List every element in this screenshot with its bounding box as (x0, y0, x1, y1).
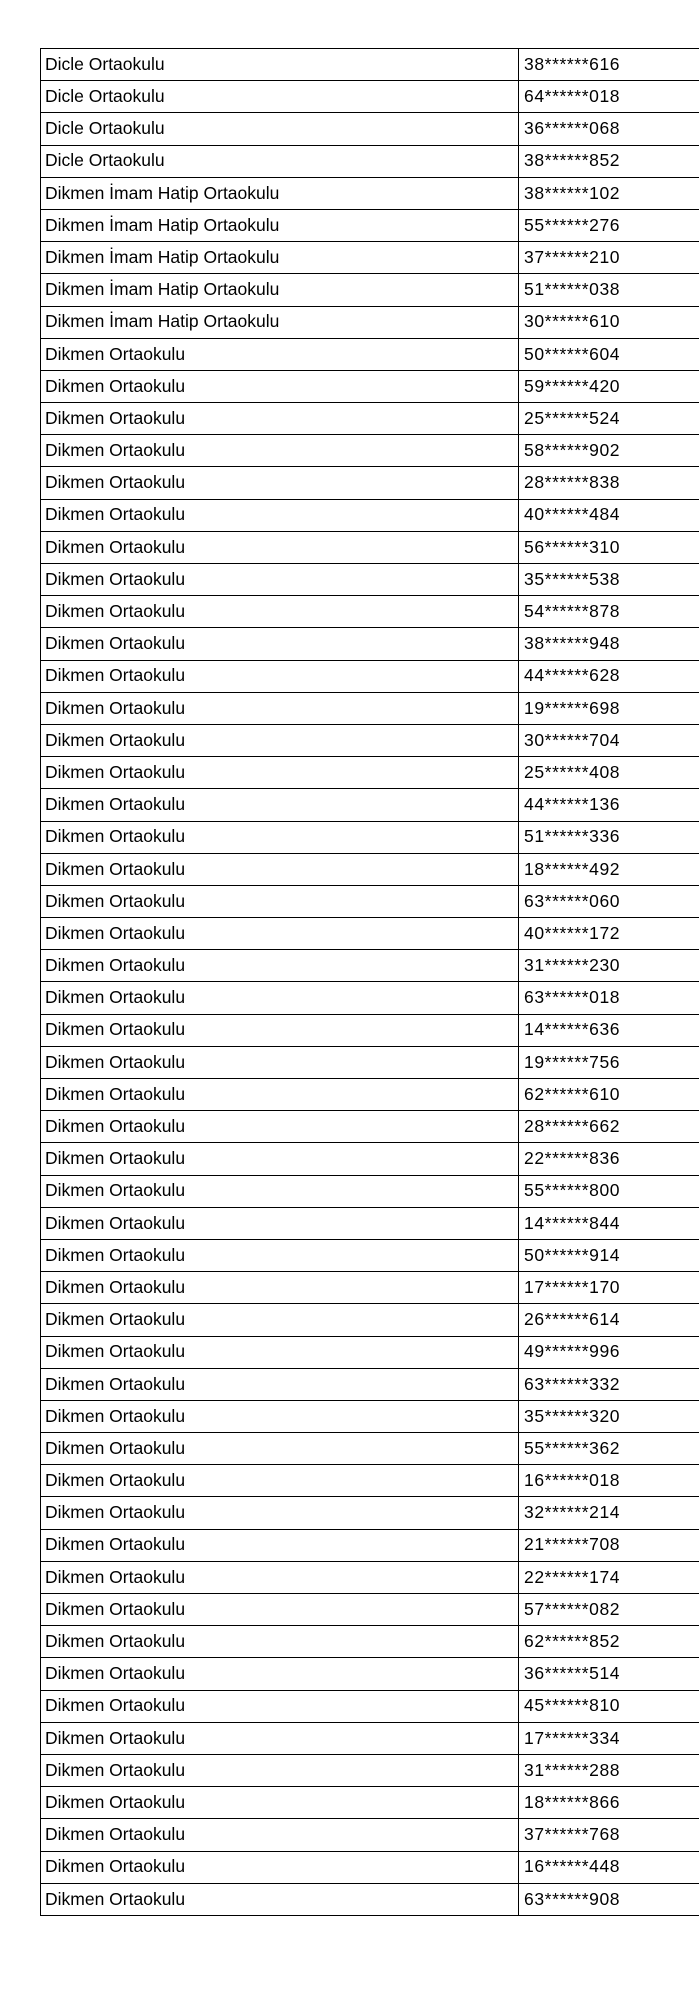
table-row (41, 821, 699, 853)
masked-id-cell: 14******636 (519, 1014, 699, 1046)
masked-id-cell: 45******810 (519, 1690, 699, 1722)
table-row (41, 1594, 699, 1626)
school-name-cell: Dikmen Ortaokulu (41, 757, 519, 789)
masked-id-cell: 17******334 (519, 1722, 699, 1754)
masked-id-cell: 63******060 (519, 885, 699, 917)
table-row (41, 1690, 699, 1722)
masked-id-cell: 22******836 (519, 1143, 699, 1175)
school-name-cell: Dikmen Ortaokulu (41, 499, 519, 531)
masked-id-cell: 36******514 (519, 1658, 699, 1690)
masked-id-cell: 40******484 (519, 499, 699, 531)
school-name-cell: Dikmen Ortaokulu (41, 1079, 519, 1111)
table-row (41, 1658, 699, 1690)
school-name-cell: Dikmen Ortaokulu (41, 1014, 519, 1046)
table-row (41, 1722, 699, 1754)
school-name-cell: Dikmen Ortaokulu (41, 1883, 519, 1915)
table-row (41, 338, 699, 370)
table-row (41, 1207, 699, 1239)
school-name-cell: Dikmen Ortaokulu (41, 435, 519, 467)
masked-id-cell: 62******852 (519, 1626, 699, 1658)
masked-id-cell: 50******604 (519, 338, 699, 370)
table-row (41, 950, 699, 982)
table-row (41, 1336, 699, 1368)
table-row (41, 1433, 699, 1465)
table-row (41, 1111, 699, 1143)
masked-id-cell: 31******288 (519, 1754, 699, 1786)
masked-id-cell: 38******102 (519, 177, 699, 209)
school-name-cell: Dikmen Ortaokulu (41, 1626, 519, 1658)
school-name-cell: Dikmen Ortaokulu (41, 1239, 519, 1271)
masked-id-cell: 19******756 (519, 1046, 699, 1078)
table-row (41, 403, 699, 435)
table-row (41, 628, 699, 660)
table-row (41, 982, 699, 1014)
table-row (41, 789, 699, 821)
school-name-cell: Dikmen İmam Hatip Ortaokulu (41, 209, 519, 241)
school-name-cell: Dikmen Ortaokulu (41, 821, 519, 853)
masked-id-cell: 63******018 (519, 982, 699, 1014)
school-name-cell: Dikmen Ortaokulu (41, 1046, 519, 1078)
school-name-cell: Dikmen Ortaokulu (41, 950, 519, 982)
table-row (41, 145, 699, 177)
masked-id-cell: 51******336 (519, 821, 699, 853)
school-name-cell: Dikmen Ortaokulu (41, 1143, 519, 1175)
masked-id-cell: 63******908 (519, 1883, 699, 1915)
school-name-cell: Dikmen Ortaokulu (41, 885, 519, 917)
school-name-cell: Dikmen Ortaokulu (41, 338, 519, 370)
table-row (41, 467, 699, 499)
school-name-cell: Dikmen Ortaokulu (41, 789, 519, 821)
table-row (41, 1014, 699, 1046)
school-name-cell: Dikmen Ortaokulu (41, 403, 519, 435)
table-row (41, 1561, 699, 1593)
table-row (41, 853, 699, 885)
table-row (41, 1465, 699, 1497)
table-row (41, 1787, 699, 1819)
masked-id-cell: 30******704 (519, 724, 699, 756)
table-row (41, 531, 699, 563)
school-name-cell: Dikmen Ortaokulu (41, 1754, 519, 1786)
masked-id-cell: 25******524 (519, 403, 699, 435)
school-name-cell: Dikmen Ortaokulu (41, 724, 519, 756)
table-row (41, 596, 699, 628)
school-name-cell: Dikmen Ortaokulu (41, 467, 519, 499)
school-name-cell: Dikmen Ortaokulu (41, 1111, 519, 1143)
school-name-cell: Dikmen Ortaokulu (41, 1529, 519, 1561)
table-row (41, 1819, 699, 1851)
school-name-cell: Dikmen Ortaokulu (41, 531, 519, 563)
masked-id-cell: 32******214 (519, 1497, 699, 1529)
masked-id-cell: 62******610 (519, 1079, 699, 1111)
table-row (41, 1883, 699, 1915)
school-name-cell: Dikmen Ortaokulu (41, 692, 519, 724)
masked-id-cell: 21******708 (519, 1529, 699, 1561)
masked-id-cell: 56******310 (519, 531, 699, 563)
masked-id-cell: 64******018 (519, 81, 699, 113)
masked-id-cell: 50******914 (519, 1239, 699, 1271)
table-row (41, 1175, 699, 1207)
school-name-cell: Dikmen Ortaokulu (41, 1787, 519, 1819)
masked-id-cell: 22******174 (519, 1561, 699, 1593)
school-name-cell: Dicle Ortaokulu (41, 145, 519, 177)
school-name-cell: Dikmen Ortaokulu (41, 370, 519, 402)
masked-id-cell: 38******948 (519, 628, 699, 660)
table-row (41, 1754, 699, 1786)
school-name-cell: Dikmen Ortaokulu (41, 660, 519, 692)
masked-id-cell: 17******170 (519, 1272, 699, 1304)
masked-id-cell: 57******082 (519, 1594, 699, 1626)
table-row (41, 113, 699, 145)
table-row (41, 885, 699, 917)
masked-id-cell: 19******698 (519, 692, 699, 724)
masked-id-cell: 40******172 (519, 918, 699, 950)
masked-id-cell: 54******878 (519, 596, 699, 628)
masked-id-cell: 55******362 (519, 1433, 699, 1465)
masked-id-cell: 38******616 (519, 49, 699, 81)
masked-id-cell: 31******230 (519, 950, 699, 982)
school-name-cell: Dikmen Ortaokulu (41, 1722, 519, 1754)
table-row (41, 499, 699, 531)
school-name-cell: Dicle Ortaokulu (41, 81, 519, 113)
school-name-cell: Dikmen Ortaokulu (41, 1465, 519, 1497)
school-name-cell: Dikmen Ortaokulu (41, 564, 519, 596)
table-row (41, 1529, 699, 1561)
school-name-cell: Dikmen Ortaokulu (41, 1497, 519, 1529)
school-name-cell: Dikmen Ortaokulu (41, 982, 519, 1014)
masked-id-cell: 49******996 (519, 1336, 699, 1368)
table-row (41, 564, 699, 596)
school-name-cell: Dikmen Ortaokulu (41, 596, 519, 628)
table-row (41, 918, 699, 950)
student-table (40, 48, 699, 1916)
student-table-body (41, 49, 699, 1916)
table-row (41, 81, 699, 113)
masked-id-cell: 37******210 (519, 242, 699, 274)
table-row (41, 1400, 699, 1432)
masked-id-cell: 35******320 (519, 1400, 699, 1432)
school-name-cell: Dikmen Ortaokulu (41, 1336, 519, 1368)
school-name-cell: Dikmen Ortaokulu (41, 1175, 519, 1207)
masked-id-cell: 28******838 (519, 467, 699, 499)
masked-id-cell: 25******408 (519, 757, 699, 789)
school-name-cell: Dikmen Ortaokulu (41, 1368, 519, 1400)
school-name-cell: Dikmen İmam Hatip Ortaokulu (41, 306, 519, 338)
table-row (41, 660, 699, 692)
school-name-cell: Dikmen Ortaokulu (41, 1433, 519, 1465)
table-row (41, 1143, 699, 1175)
school-name-cell: Dikmen Ortaokulu (41, 918, 519, 950)
table-row (41, 49, 699, 81)
table-row (41, 306, 699, 338)
school-name-cell: Dikmen İmam Hatip Ortaokulu (41, 242, 519, 274)
masked-id-cell: 35******538 (519, 564, 699, 596)
table-row (41, 1497, 699, 1529)
school-name-cell: Dikmen Ortaokulu (41, 1594, 519, 1626)
masked-id-cell: 44******628 (519, 660, 699, 692)
table-row (41, 274, 699, 306)
masked-id-cell: 55******276 (519, 209, 699, 241)
school-name-cell: Dikmen Ortaokulu (41, 1207, 519, 1239)
school-name-cell: Dikmen Ortaokulu (41, 853, 519, 885)
school-name-cell: Dikmen Ortaokulu (41, 1690, 519, 1722)
school-name-cell: Dicle Ortaokulu (41, 49, 519, 81)
table-row (41, 757, 699, 789)
masked-id-cell: 44******136 (519, 789, 699, 821)
masked-id-cell: 63******332 (519, 1368, 699, 1400)
masked-id-cell: 30******610 (519, 306, 699, 338)
school-name-cell: Dikmen İmam Hatip Ortaokulu (41, 274, 519, 306)
school-name-cell: Dicle Ortaokulu (41, 113, 519, 145)
table-row (41, 1851, 699, 1883)
school-name-cell: Dikmen Ortaokulu (41, 1819, 519, 1851)
table-row (41, 692, 699, 724)
masked-id-cell: 16******448 (519, 1851, 699, 1883)
school-name-cell: Dikmen Ortaokulu (41, 1272, 519, 1304)
school-name-cell: Dikmen Ortaokulu (41, 1561, 519, 1593)
masked-id-cell: 59******420 (519, 370, 699, 402)
table-row (41, 724, 699, 756)
table-row (41, 209, 699, 241)
masked-id-cell: 37******768 (519, 1819, 699, 1851)
table-row (41, 242, 699, 274)
school-name-cell: Dikmen Ortaokulu (41, 1658, 519, 1690)
school-name-cell: Dikmen Ortaokulu (41, 1851, 519, 1883)
school-name-cell: Dikmen İmam Hatip Ortaokulu (41, 177, 519, 209)
school-name-cell: Dikmen Ortaokulu (41, 628, 519, 660)
table-row (41, 1368, 699, 1400)
masked-id-cell: 55******800 (519, 1175, 699, 1207)
document-page (40, 48, 699, 1916)
table-row (41, 435, 699, 467)
masked-id-cell: 14******844 (519, 1207, 699, 1239)
masked-id-cell: 38******852 (519, 145, 699, 177)
school-name-cell: Dikmen Ortaokulu (41, 1400, 519, 1432)
table-row (41, 1239, 699, 1271)
masked-id-cell: 36******068 (519, 113, 699, 145)
masked-id-cell: 18******492 (519, 853, 699, 885)
masked-id-cell: 51******038 (519, 274, 699, 306)
table-row (41, 370, 699, 402)
masked-id-cell: 26******614 (519, 1304, 699, 1336)
school-name-cell: Dikmen Ortaokulu (41, 1304, 519, 1336)
table-row (41, 1626, 699, 1658)
table-row (41, 1079, 699, 1111)
table-row (41, 1304, 699, 1336)
masked-id-cell: 28******662 (519, 1111, 699, 1143)
table-row (41, 177, 699, 209)
table-row (41, 1046, 699, 1078)
masked-id-cell: 16******018 (519, 1465, 699, 1497)
masked-id-cell: 18******866 (519, 1787, 699, 1819)
table-row (41, 1272, 699, 1304)
masked-id-cell: 58******902 (519, 435, 699, 467)
